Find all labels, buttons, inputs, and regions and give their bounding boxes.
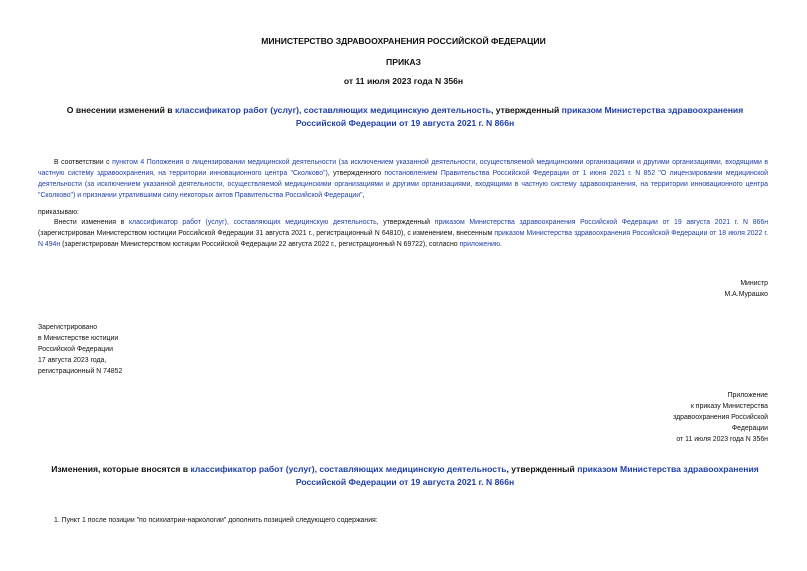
signature-position: Министр (740, 280, 768, 287)
body-text-1: Внести изменения в (54, 219, 129, 226)
preamble-text-1: В соответствии с (54, 159, 113, 166)
registration-block (38, 322, 122, 377)
body-text-3: (зарегистрирован Министерством юстиции Российской Федерации 31 августа 2021 г., регистрационный N 64810), с изменением, внесенным (38, 230, 495, 237)
appendix-line: Федерации (731, 425, 768, 432)
body-text-4: (зарегистрирован Министерством юстиции Российской Федерации 22 августа 2022 г., регистрационный N 69722), согласно (60, 241, 460, 248)
government-decree-852-link[interactable]: постановлением Правительства Российской Федерации от 1 июня 2021 г. N 852 "О лицензировании медицинской деятельности (за исключением указанной деятельности, осуществляемой медицинскими организациями и другими организациями, входящими в частную систему здравоохранения, на территории инновационного центра "Сколково") и признании утратившими силу некоторых актов Правительства Российской Федерации" (38, 170, 768, 199)
signature-block (560, 278, 768, 300)
preamble-text-3: , (362, 192, 365, 199)
changes-classifier-link[interactable]: классификатор работ (услуг), составляющих медицинскую деятельность (190, 464, 507, 474)
changes-title-text-1: Изменения, которые вносятся в (51, 464, 191, 474)
appendix-line: здравоохранения Российской (673, 414, 768, 421)
appendix-line: Приложение (727, 392, 768, 399)
signature-name: М.А.Мурашко (724, 291, 768, 298)
item-1-paragraph: 1. Пункт 1 после позиции "по психиатрии-наркологии" дополнить позицией следующего содержания: (54, 517, 378, 524)
body-text-5: . (500, 241, 502, 248)
ministry-heading: МИНИСТЕРСТВО ЗДРАВООХРАНЕНИЯ РОССИЙСКОЙ ФЕДЕРАЦИИ (261, 36, 546, 46)
document-title (55, 104, 755, 129)
registration-line: в Министерстве юстиции (38, 335, 119, 342)
registration-line: регистрационный N 74852 (38, 368, 123, 375)
order-word: приказываю: (38, 209, 79, 216)
appendix-line: к приказу Министерства (690, 403, 768, 410)
body-classifier-link[interactable]: классификатор работ (услуг), составляющих медицинскую деятельность (128, 219, 377, 226)
changes-title-text-2: , утвержденный (506, 464, 578, 474)
preamble-paragraph (38, 157, 768, 201)
title-text-1: О внесении изменений в (66, 105, 175, 115)
classifier-link[interactable]: классификатор работ (услуг), составляющих медицинскую деятельность (174, 105, 491, 115)
body-order-866n-link[interactable]: приказом Министерства здравоохранения Российской Федерации от 19 августа 2021 г. N 866н (434, 219, 768, 226)
appendix-link[interactable]: приложению (459, 241, 501, 248)
registration-line: Зарегистрировано (38, 324, 98, 331)
body-text-2: , утвержденный (376, 219, 435, 226)
order-body-paragraph (38, 217, 768, 250)
doc-date-number: от 11 июля 2023 года N 356н (343, 76, 464, 86)
order-866n-link[interactable]: приказом Министерства здравоохранения Российской Федерации от 19 августа 2021 г. N 866н (295, 105, 744, 128)
appendix-line: от 11 июля 2023 года N 356н (676, 436, 768, 443)
appendix-block (560, 390, 768, 445)
changes-title (30, 463, 780, 488)
preamble-text-2: , утвержденного (327, 170, 385, 177)
registration-line: Российской Федерации (38, 346, 113, 353)
order-494n-link[interactable]: приказом Министерства здравоохранения Российской Федерации от 18 июля 2022 г. N 494н (38, 230, 768, 248)
regulation-point-4-link[interactable]: пунктом 4 Положения о лицензировании медицинской деятельности (за исключением указанной деятельности, осуществляемой медицинскими организациями и другими организациями, входящими в частную систему здравоохранения, на территории инновационного центра "Сколково") (38, 159, 768, 177)
registration-line: 17 августа 2023 года, (38, 357, 107, 364)
changes-order-866n-link[interactable]: приказом Министерства здравоохранения Российской Федерации от 19 августа 2021 г. N 866н (295, 464, 759, 487)
doc-type-heading: ПРИКАЗ (386, 57, 421, 67)
title-text-2: , утвержденный (490, 105, 562, 115)
